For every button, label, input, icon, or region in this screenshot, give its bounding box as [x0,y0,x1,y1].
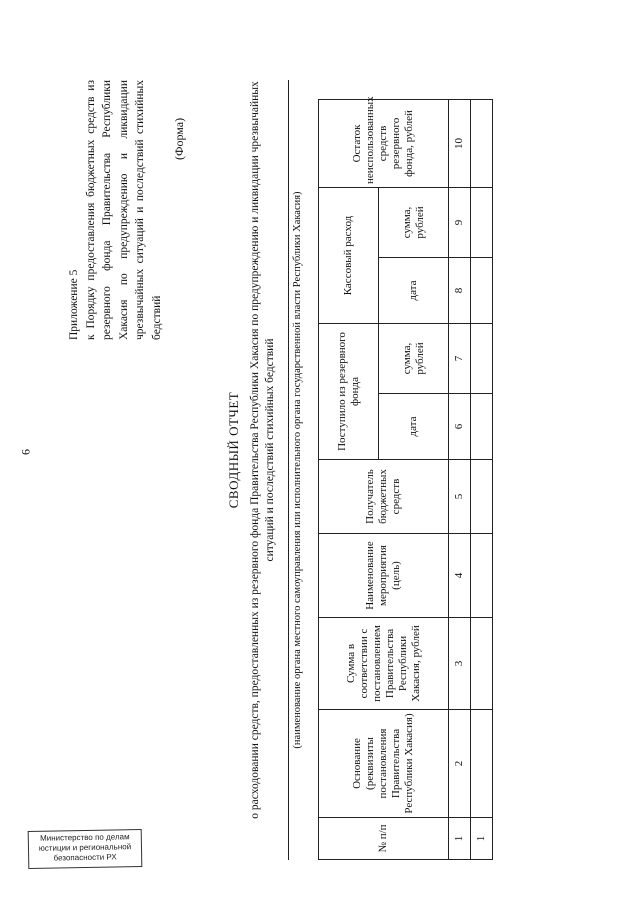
header-sum-decree: Сумма в соответствии с постановлением Правительства Республики Хакасия, рублей [319,618,449,710]
table-cell [471,710,493,818]
ministry-stamp [28,829,143,869]
report-table [318,96,493,860]
table-cell: 9 [449,187,471,257]
page-number: 6 [18,449,33,455]
table-cell: 8 [449,258,471,324]
header-received-sum: сумма, рублей [379,324,449,394]
stamp-line-2: юстиции и региональной [38,842,132,853]
table-cell [471,99,493,187]
table-cell: 10 [449,99,471,187]
header-recipient: Получатель бюджетных средств [319,460,449,534]
header-remainder: Остаток неиспользованных средств резервного фонда, рублей [319,99,449,187]
header-cash-group: Кассовый расход [319,187,379,323]
table-cell: 1 [471,818,493,860]
appendix-number: Приложение 5 [68,269,80,340]
table-number-row [449,99,471,859]
table-cell: 5 [449,460,471,534]
stamp-line-3: безопасности РХ [53,852,117,863]
stamp-line-1: Министерство по делам [39,832,130,843]
header-received-date: дата [379,394,449,460]
table-cell: 3 [449,618,471,710]
header-num: № п/п [319,818,449,860]
header-cash-sum: сумма, рублей [379,187,449,257]
table-cell [471,258,493,324]
table-empty-row [471,99,493,859]
rotated-page-content [60,40,620,860]
table-cell [471,618,493,710]
table-cell [471,460,493,534]
appendix-block [66,80,165,340]
table-cell: 1 [449,818,471,860]
org-name-line [288,80,289,860]
header-event: Наименование мероприятия (цель) [319,534,449,618]
table-cell [471,394,493,460]
appendix-text: к Порядку предоставления бюджетных средств из резервного фонда Правительства Республики Хакасия по предупреждению и ликвидации чрезвычайных ситуаций и последствий стихийных бедствий [84,80,163,340]
table-cell [471,187,493,257]
table-cell: 2 [449,710,471,818]
org-caption: (наименование органа местного самоуправления или исполнительного органа государственной власти Республики Хакасия) [292,191,303,749]
table-cell: 6 [449,394,471,460]
table-cell: 4 [449,534,471,618]
header-received-group: Поступило из резервного фонда [319,324,379,460]
table-cell [471,324,493,394]
header-cash-date: дата [379,258,449,324]
table-cell [471,534,493,618]
table-cell: 7 [449,324,471,394]
header-basis: Основание (реквизиты постановления Правительства Республики Хакасия) [319,710,449,818]
report-title: СВОДНЫЙ ОТЧЕТ [226,391,241,509]
report-subtitle: о расходовании средств, предоставленных из резервного фонда Правительства Республики Хакасия по предупреждению и ликвидации чрезвычайных ситуаций и последствий стихийных бедствий [249,81,276,819]
form-label: (Форма) [172,117,186,160]
